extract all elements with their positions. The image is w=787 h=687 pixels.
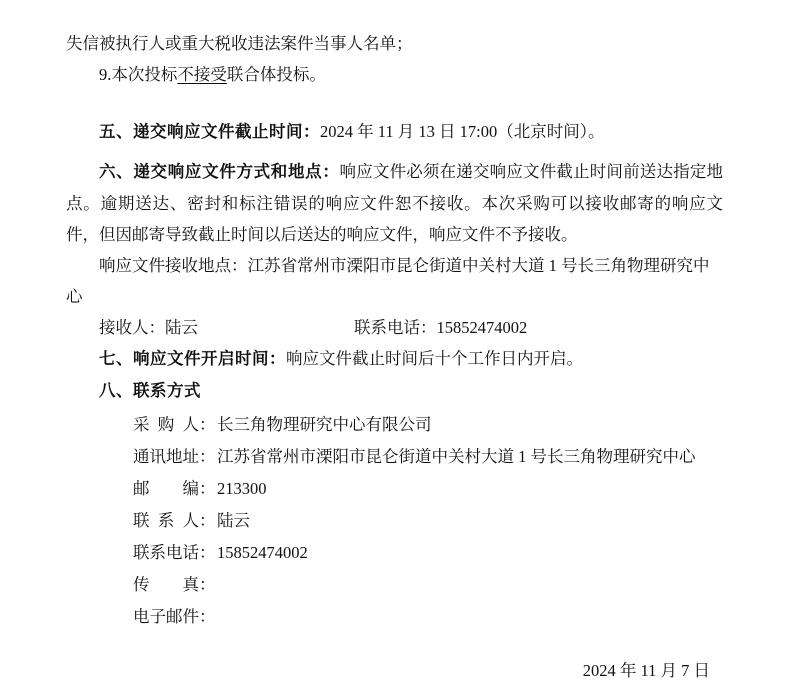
blacklist-continuation-line: 失信被执行人或重大税收违法案件当事人名单； [66, 34, 413, 53]
item9-underlined-text: 不接受 [177, 65, 227, 84]
section5-deadline-line [66, 116, 723, 148]
receive-location-value: 江苏省常州市溧阳市昆仑街道中关村大道 1 号长三角物理研究中心 [66, 256, 710, 306]
phone-label: 联系电话： [354, 318, 437, 337]
field-purchaser-value: 长三角物理研究中心有限公司 [217, 415, 432, 434]
document-date: 2024 年 11 月 7 日 [582, 661, 710, 680]
field-address-value: 江苏省常州市溧阳市昆仑街道中关村大道 1 号长三角物理研究中心 [217, 447, 696, 466]
section8-heading-line [66, 375, 723, 407]
field-contact-phone-value: 15852474002 [217, 543, 308, 562]
field-zipcode [66, 473, 723, 505]
section5-heading: 五、递交响应文件截止时间： [99, 123, 320, 141]
field-zipcode-label: 邮 编： [133, 479, 216, 498]
receive-location-label: 响应文件接收地点： [99, 256, 248, 275]
receiver-label: 接收人： [99, 318, 165, 337]
phone-value: 15852474002 [436, 318, 528, 337]
field-contact-phone-label: 联系电话： [133, 543, 216, 562]
section5-body: 2024 年 11 月 13 日 17:00（北京时间）。 [320, 122, 605, 141]
field-contact-person-value: 陆云 [217, 511, 250, 530]
phone-column [354, 318, 527, 337]
receiver-column [99, 312, 354, 343]
field-contact-phone [66, 537, 723, 569]
field-address [66, 441, 723, 473]
section7-opening-line [66, 343, 723, 375]
section7-body: 响应文件截止时间后十个工作日内开启。 [286, 349, 583, 368]
field-contact-person-label: 联 系 人： [133, 511, 216, 530]
receiver-phone-line [66, 312, 723, 343]
item9-suffix: 联合体投标。 [226, 65, 326, 84]
field-fax-label: 传 真： [133, 575, 216, 594]
section6-heading: 六、递交响应文件方式和地点： [99, 163, 340, 181]
field-email [66, 601, 723, 633]
receive-location-line [66, 250, 723, 312]
item9-prefix: 9.本次投标 [99, 65, 178, 84]
field-email-label: 电子邮件： [133, 607, 216, 626]
section8-heading: 八、联系方式 [99, 382, 201, 400]
field-zipcode-value: 213300 [217, 479, 267, 498]
section6-method-paragraph [66, 156, 723, 250]
field-fax [66, 569, 723, 601]
item9-line [66, 59, 723, 90]
field-address-label: 通讯地址： [133, 447, 216, 466]
receiver-value: 陆云 [165, 318, 198, 337]
field-purchaser-label: 采 购 人： [133, 415, 216, 434]
field-contact-person [66, 505, 723, 537]
section6-body: 响应文件必须在递交响应文件截止时间前送达指定地点。逾期送达、密封和标注错误的响应文件恕不接收。本次采购可以接收邮寄的响应文件，但因邮寄导致截止时间以后送达的响应文件，响应文件不予接收。 [66, 162, 724, 244]
field-purchaser [66, 409, 723, 441]
section7-heading: 七、响应文件开启时间： [99, 350, 286, 368]
